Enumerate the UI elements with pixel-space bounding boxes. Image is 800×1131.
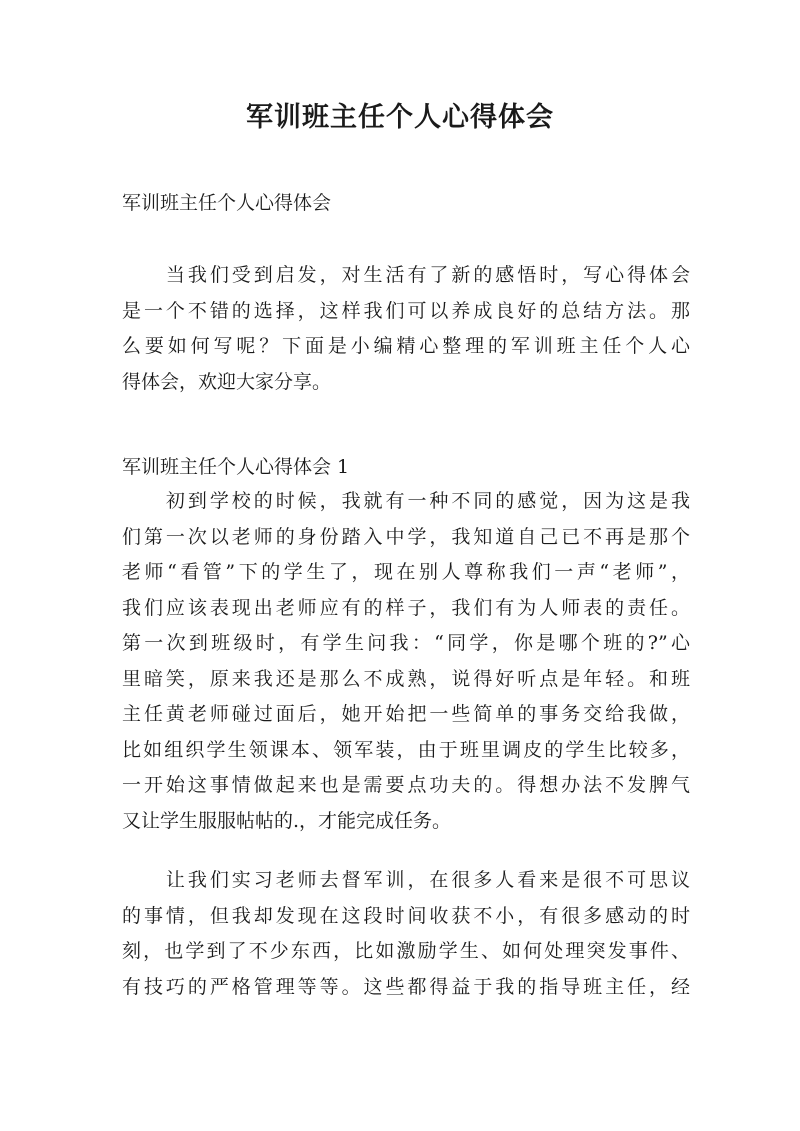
intro-line: 得体会，欢迎大家分享。 — [122, 370, 332, 393]
document-title: 军训班主任个人心得体会 — [246, 102, 554, 133]
paragraph-line: 有技巧的严格管理等等。这些都得益于我的指导班主任，经 — [122, 975, 690, 998]
intro-line: 是一个不错的选择，这样我们可以养成良好的总结方法。那 — [122, 299, 690, 322]
section-heading: 军训班主任个人心得体会 1 — [122, 456, 350, 478]
paragraph-line: 第一次到班级时，有学生问我：“同学，你是哪个班的?”心 — [122, 632, 690, 654]
paragraph-line: 主任黄老师碰过面后，她开始把一些简单的事务交给我做， — [122, 703, 690, 725]
paragraph-line: 老师“看管”下的学生了，现在别人尊称我们一声“老师”， — [122, 561, 690, 583]
intro-line: 当我们受到启发，对生活有了新的感悟时，写心得体会 — [122, 264, 690, 286]
paragraph-line: 们第一次以老师的身份踏入中学，我知道自己已不再是那个 — [122, 525, 690, 548]
body-paragraph-1 — [122, 484, 690, 839]
paragraph-line: 一开始这事情做起来也是需要点功夫的。得想办法不发脾气 — [122, 774, 690, 796]
paragraph-line: 初到学校的时候，我就有一种不同的感觉，因为这是我 — [122, 490, 690, 512]
body-paragraph-2 — [122, 863, 690, 1005]
intro-paragraph — [122, 258, 690, 400]
paragraph-line: 我们应该表现出老师应有的样子，我们有为人师表的责任。 — [122, 596, 690, 619]
paragraph-line: 里暗笑，原来我还是那么不成熟，说得好听点是年轻。和班 — [122, 667, 690, 690]
document-subtitle: 军训班主任个人心得体会 — [122, 192, 332, 214]
paragraph-line: 刻，也学到了不少东西，比如激励学生、如何处理突发事件、 — [122, 940, 690, 962]
paragraph-line: 的事情，但我却发现在这段时间收获不小，有很多感动的时 — [122, 904, 690, 927]
paragraph-line: 让我们实习老师去督军训，在很多人看来是很不可思议 — [122, 869, 690, 891]
paragraph-line: 又让学生服服帖帖的.，才能完成任务。 — [122, 809, 452, 832]
paragraph-line: 比如组织学生领课本、领军装，由于班里调皮的学生比较多， — [122, 738, 690, 761]
intro-line: 么要如何写呢？下面是小编精心整理的军训班主任个人心 — [122, 335, 690, 357]
